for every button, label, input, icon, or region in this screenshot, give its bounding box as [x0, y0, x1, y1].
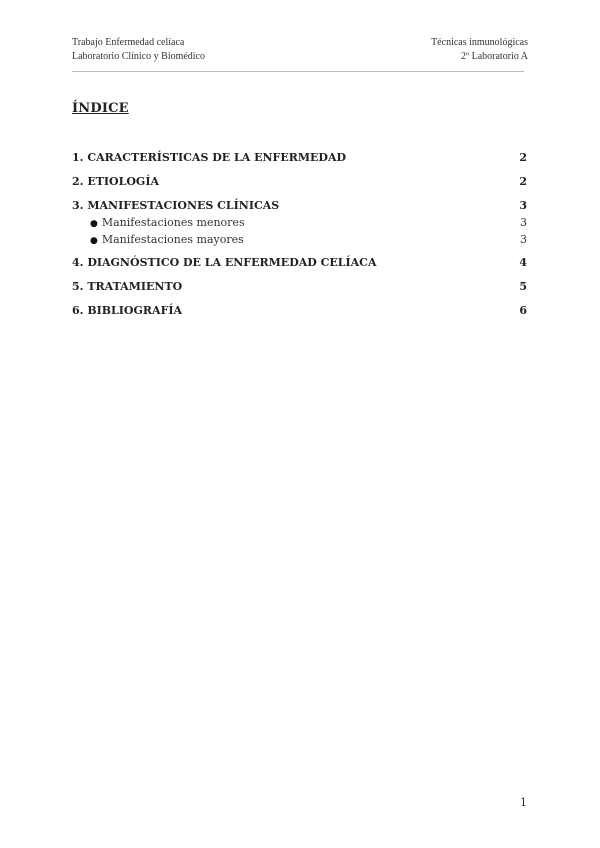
header-document-title: Trabajo Enfermedad celíaca — [72, 37, 185, 48]
toc-entry-etiologia[interactable] — [72, 174, 527, 190]
toc-entry-page: 4 — [519, 256, 527, 269]
toc-entry-page: 2 — [519, 151, 527, 164]
toc-subentry-menores[interactable] — [72, 214, 527, 231]
page-header — [72, 36, 528, 64]
toc-subentry-page: 3 — [520, 216, 527, 229]
toc-subentry-page: 3 — [520, 233, 527, 246]
toc-subentry-label: Manifestaciones menores — [101, 216, 245, 229]
toc-entry-label: 5. TRATAMIENTO — [72, 280, 183, 293]
toc-entry-label: 4. DIAGNÓSTICO DE LA ENFERMEDAD CELÍACA — [72, 256, 377, 269]
toc-subentry-label: Manifestaciones mayores — [101, 233, 244, 246]
header-row-2 — [72, 50, 528, 64]
toc-entry-caracteristicas[interactable] — [72, 150, 527, 166]
toc-title: ÍNDICE — [72, 101, 129, 116]
bullet-icon: ● — [90, 219, 98, 229]
toc-entry-manifestaciones[interactable] — [72, 198, 527, 214]
toc-subentry-mayores[interactable] — [72, 231, 527, 248]
header-row-1 — [72, 36, 528, 50]
toc-entry-page: 2 — [519, 175, 527, 188]
toc-entry-diagnostico[interactable] — [72, 255, 527, 271]
toc-entry-page: 3 — [519, 199, 527, 212]
toc-entry-label: 3. MANIFESTACIONES CLÍNICAS — [72, 199, 280, 212]
header-course: Laboratorio Clínico y Biomédico — [72, 51, 206, 62]
toc-entry-label: 6. BIBLIOGRAFÍA — [72, 304, 183, 317]
toc-entry-label: 2. ETIOLOGÍA — [72, 175, 160, 188]
toc-entry-page: 5 — [519, 280, 527, 293]
table-of-contents — [72, 150, 527, 327]
bullet-icon: ● — [90, 236, 98, 246]
toc-entry-bibliografia[interactable] — [72, 303, 527, 319]
header-group: 2º Laboratorio A — [461, 51, 528, 62]
toc-entry-page: 6 — [519, 304, 527, 317]
toc-entry-tratamiento[interactable] — [72, 279, 527, 295]
toc-entry-label: 1. CARACTERÍSTICAS DE LA ENFERMEDAD — [72, 151, 347, 164]
page-number: 1 — [520, 796, 527, 809]
toc-subentry-label-wrap — [72, 231, 244, 250]
header-divider — [72, 71, 524, 72]
header-subject: Técnicas inmunológicas — [431, 37, 528, 48]
